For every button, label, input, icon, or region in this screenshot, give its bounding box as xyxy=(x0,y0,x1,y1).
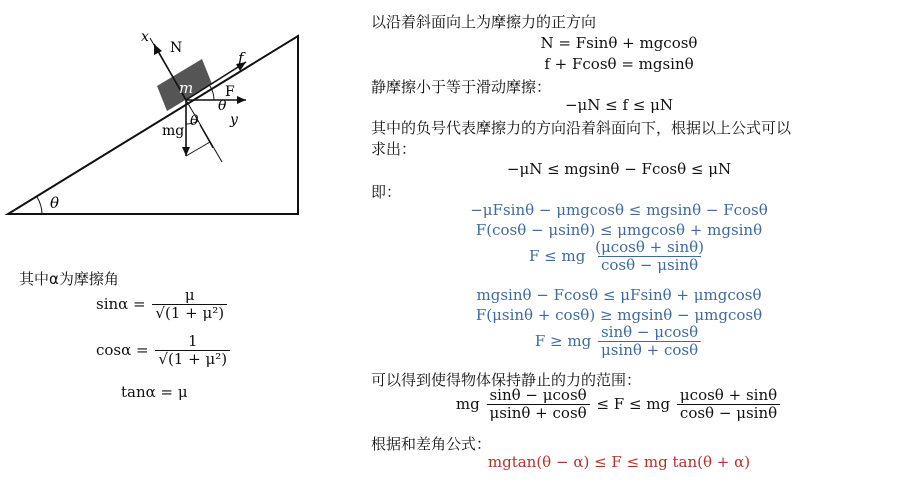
eq-inequality-2: −μN ≤ mgsinθ − Fcosθ ≤ μN xyxy=(506,160,732,178)
blue-eq-2: F(cosθ − μsinθ) ≤ μmgcosθ + mgsinθ xyxy=(475,221,763,239)
blue-eq-4: mgsinθ − Fcosθ ≤ μFsinθ + μmgcosθ xyxy=(476,286,762,304)
y-label: y xyxy=(230,112,238,128)
f-label: f xyxy=(238,49,244,67)
text-line-6: 可以得到使得物体保持静止的力的范围： xyxy=(371,371,642,389)
base-angle-arc xyxy=(37,197,42,214)
theta-base-label: θ xyxy=(50,194,60,212)
friction-angle-intro: 其中α为摩擦角 xyxy=(19,270,119,288)
theta-force-label: θ xyxy=(218,98,227,114)
mg-label: mg xyxy=(162,123,185,139)
text-line-4: 求出： xyxy=(371,140,417,158)
tan-alpha-formula: tanα = μ xyxy=(121,383,188,401)
eq-friction: f + Fcosθ = mgsinθ xyxy=(544,55,694,73)
eq-normal: N = Fsinθ + mgcosθ xyxy=(540,34,698,52)
eq-inequality-1: −μN ≤ f ≤ μN xyxy=(564,96,674,114)
range-result: mg $\frac{\sin\theta - \mu\cos\theta}{\mu\sin\theta + \cos\theta}$ ≤ F ≤ mg $\frac{\mu\cos\theta + \sin\theta}{\cos\theta - \mu\sin\theta}$ xyxy=(456,387,782,423)
cos-alpha-formula: cosα = $\frac{1}{\text{√(1 + μ²)}}$ xyxy=(96,333,232,369)
incline-triangle xyxy=(8,36,298,214)
F-label: F xyxy=(225,84,235,100)
incline-diagram xyxy=(0,0,320,230)
blue-eq-6: F ≥ mg $\frac{\sin\theta - \mu\cos\theta}{\mu\sin\theta + \cos\theta}$ xyxy=(535,324,703,360)
text-line-1: 以沿着斜面向上为摩擦力的正方向 xyxy=(371,13,597,31)
N-label: N xyxy=(170,40,183,56)
m-label: m xyxy=(179,79,194,97)
sin-alpha-formula: sinα = $\frac{\mu}{\text{√(1 + μ²)}}$ xyxy=(96,287,229,323)
blue-eq-1: −μFsinθ − μmgcosθ ≤ mgsinθ − Fcosθ xyxy=(470,201,768,219)
x-label: x xyxy=(141,29,149,45)
final-result: mgtan(θ − α) ≤ F ≤ mg tan(θ + α) xyxy=(487,453,751,471)
text-line-7: 根据和差角公式： xyxy=(371,435,492,453)
blue-eq-3: F ≤ mg $\frac{(\mu\cos\theta + \sin\theta)}{\cos\theta - \mu\sin\theta}$ xyxy=(528,238,705,275)
text-line-5: 即： xyxy=(371,183,402,201)
theta-mg-label: θ xyxy=(190,113,199,129)
component-line xyxy=(186,142,210,156)
blue-eq-5: F(μsinθ + cosθ) ≥ mgsinθ − μmgcosθ xyxy=(475,306,763,324)
text-line-2: 静摩擦小于等于滑动摩擦： xyxy=(371,78,552,96)
text-line-3: 其中的负号代表摩擦力的方向沿着斜面向下，根据以上公式可以 xyxy=(371,119,792,137)
